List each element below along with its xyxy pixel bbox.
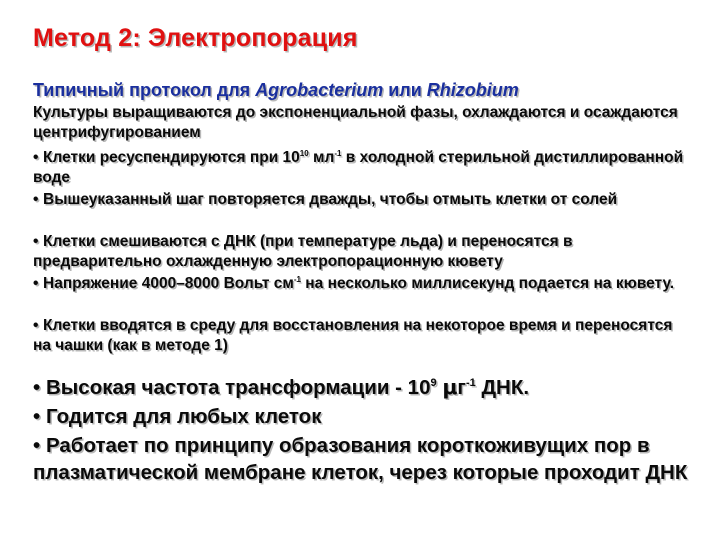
bullet-icon: • [33,434,41,457]
protocol-step-2: • Вышеуказанный шаг повторяется дважды, чтобы отмыть клетки от солей [33,191,618,208]
protocol-step-3: • Клетки смешиваются с ДНК (при температуре льда) и переносятся в предварительно охлажденную электропорационную кювету [33,233,573,270]
mu-symbol: μ [442,375,458,399]
slide-title: Метод 2: Электропорация [33,24,358,52]
advantage-3: • Работает по принципу образования короткоживущих пор в плазматической мембране клеток, через которые проходит ДНК [33,434,688,484]
bullet-icon: • [33,149,39,166]
organism-agrobacterium: Agrobacterium [255,80,384,100]
advantage-2: • Годится для любых клеток [33,405,322,428]
bullet-icon: • [33,405,41,428]
protocol-heading-prefix: Типичный протокол для [33,80,256,100]
protocol-step-1: • Клетки ресуспендируются при $10^{10}$ $мл^{-1}$ в холодной стерильной дистиллированной воде [33,148,684,186]
protocol-step-4: • Напряжение 4000–8000 Вольт $см^{-1}$ на несколько миллисекунд подается на кювету. [33,274,675,292]
protocol-intro: Культуры выращиваются до экспоненциальной фазы, охлаждаются и осаждаются центрифугированием [33,104,678,141]
bullet-icon: • [33,191,39,208]
protocol-heading [33,80,519,101]
bullet-icon: • [33,233,39,250]
protocol-step-5: • Клетки вводятся в среду для восстановления на некоторое время и переносятся на чашки (как в методе 1) [33,317,673,354]
organism-rhizobium: Rhizobium [426,80,519,100]
advantage-1: • Высокая частота трансформации - $10^9$ $\mu г^{-1}$ ДНК. [33,375,530,399]
protocol-heading-or: или [383,80,427,100]
bullet-icon: • [33,275,39,292]
bullet-icon: • [33,376,41,399]
bullet-icon: • [33,317,39,334]
